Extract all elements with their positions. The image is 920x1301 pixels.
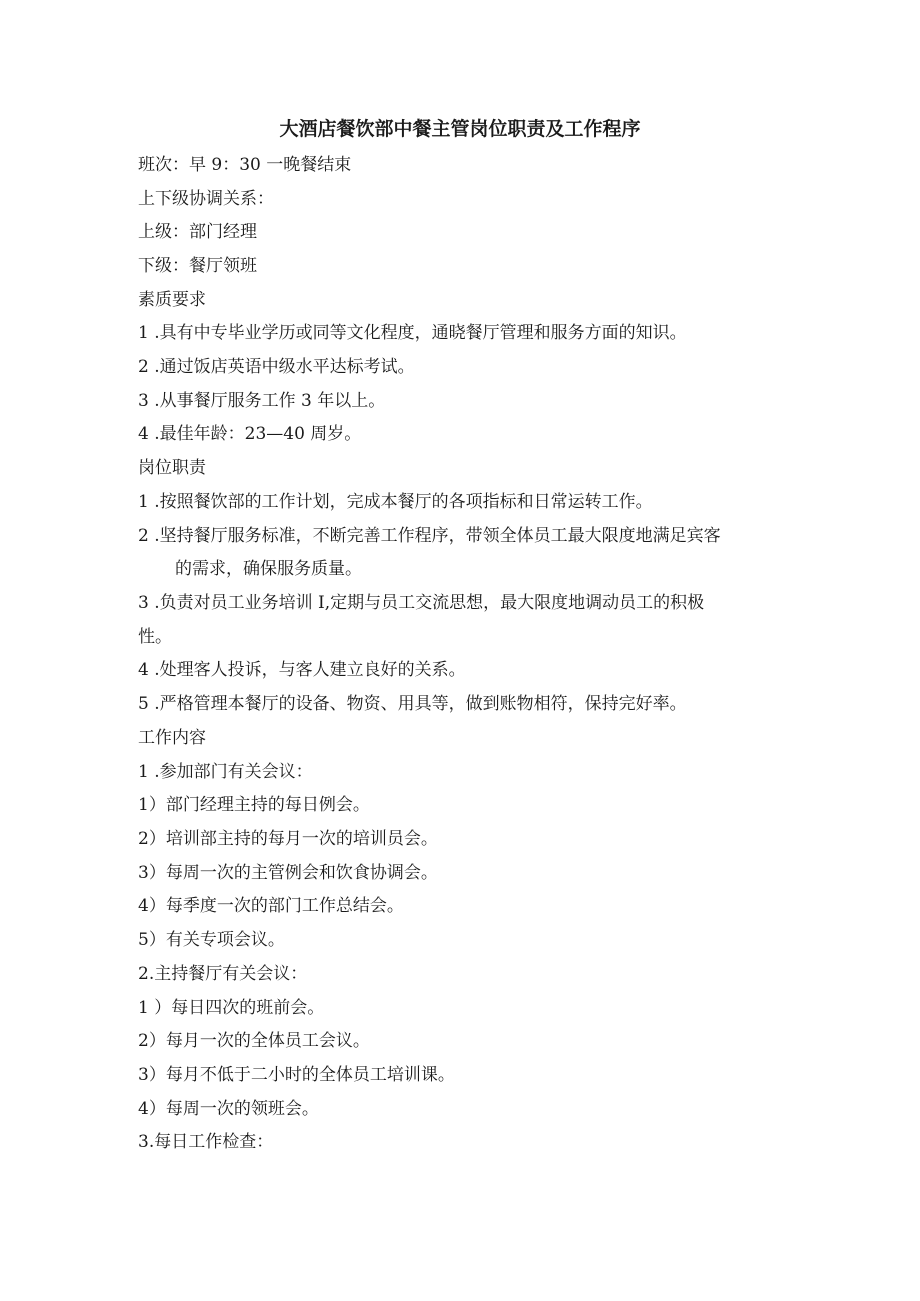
- meeting-subitem: 3）每月不低于二小时的全体员工培训课。: [138, 1065, 455, 1085]
- duty-item: 5 .严格管理本餐厅的设备、物资、用具等，做到账物相符，保持完好率。: [138, 694, 687, 714]
- meeting-subitem: 4）每周一次的领班会。: [138, 1099, 319, 1119]
- meeting-subitem: 5）有关专项会议。: [138, 930, 285, 950]
- qualification-item: 3 .从事餐厅服务工作 3 年以上。: [138, 391, 386, 411]
- superior-line: 上级：部门经理: [138, 222, 257, 242]
- meeting-subitem: 3）每周一次的主管例会和饮食协调会。: [138, 863, 438, 883]
- work-content-item: 3.每日工作检查：: [138, 1132, 274, 1152]
- qualification-item: 2 .通过饭店英语中级水平达标考试。: [138, 357, 415, 377]
- duty-item-continuation: 性。: [138, 627, 172, 647]
- meeting-subitem: 1 ）每日四次的班前会。: [138, 998, 325, 1018]
- duty-item: 1 .按照餐饮部的工作计划，完成本餐厅的各项指标和日常运转工作。: [138, 492, 653, 512]
- qualifications-heading: 素质要求: [138, 290, 206, 310]
- duty-item: 4 .处理客人投诉，与客人建立良好的关系。: [138, 660, 466, 680]
- qualification-item: 1 .具有中专毕业学历或同等文化程度，通晓餐厅管理和服务方面的知识。: [138, 323, 687, 343]
- duty-item: 3 .负责对员工业务培训 I,定期与员工交流思想，最大限度地调动员工的积极: [138, 593, 705, 613]
- qualification-item: 4 .最佳年龄：23—40 周岁。: [138, 424, 362, 444]
- meeting-subitem: 2）每月一次的全体员工会议。: [138, 1031, 370, 1051]
- work-content-heading: 工作内容: [138, 728, 206, 748]
- meeting-subitem: 4）每季度一次的部门工作总结会。: [138, 896, 404, 916]
- work-content-item: 1 .参加部门有关会议：: [138, 762, 313, 782]
- shift-line: 班次：早 9：30 一晚餐结束: [138, 155, 352, 175]
- meeting-subitem: 2）培训部主持的每月一次的培训员会。: [138, 829, 438, 849]
- subordinate-line: 下级：餐厅领班: [138, 256, 257, 276]
- duties-heading: 岗位职责: [138, 458, 206, 478]
- document-title: 大酒店餐饮部中餐主管岗位职责及工作程序: [279, 118, 641, 140]
- work-content-item: 2.主持餐厅有关会议：: [138, 964, 308, 984]
- meeting-subitem: 1）部门经理主持的每日例会。: [138, 795, 370, 815]
- duty-item-continuation: 的需求，确保服务质量。: [175, 559, 362, 579]
- duty-item: 2 .坚持餐厅服务标准，不断完善工作程序，带领全体员工最大限度地满足宾客: [138, 526, 721, 546]
- reporting-heading: 上下级协调关系：: [138, 189, 274, 209]
